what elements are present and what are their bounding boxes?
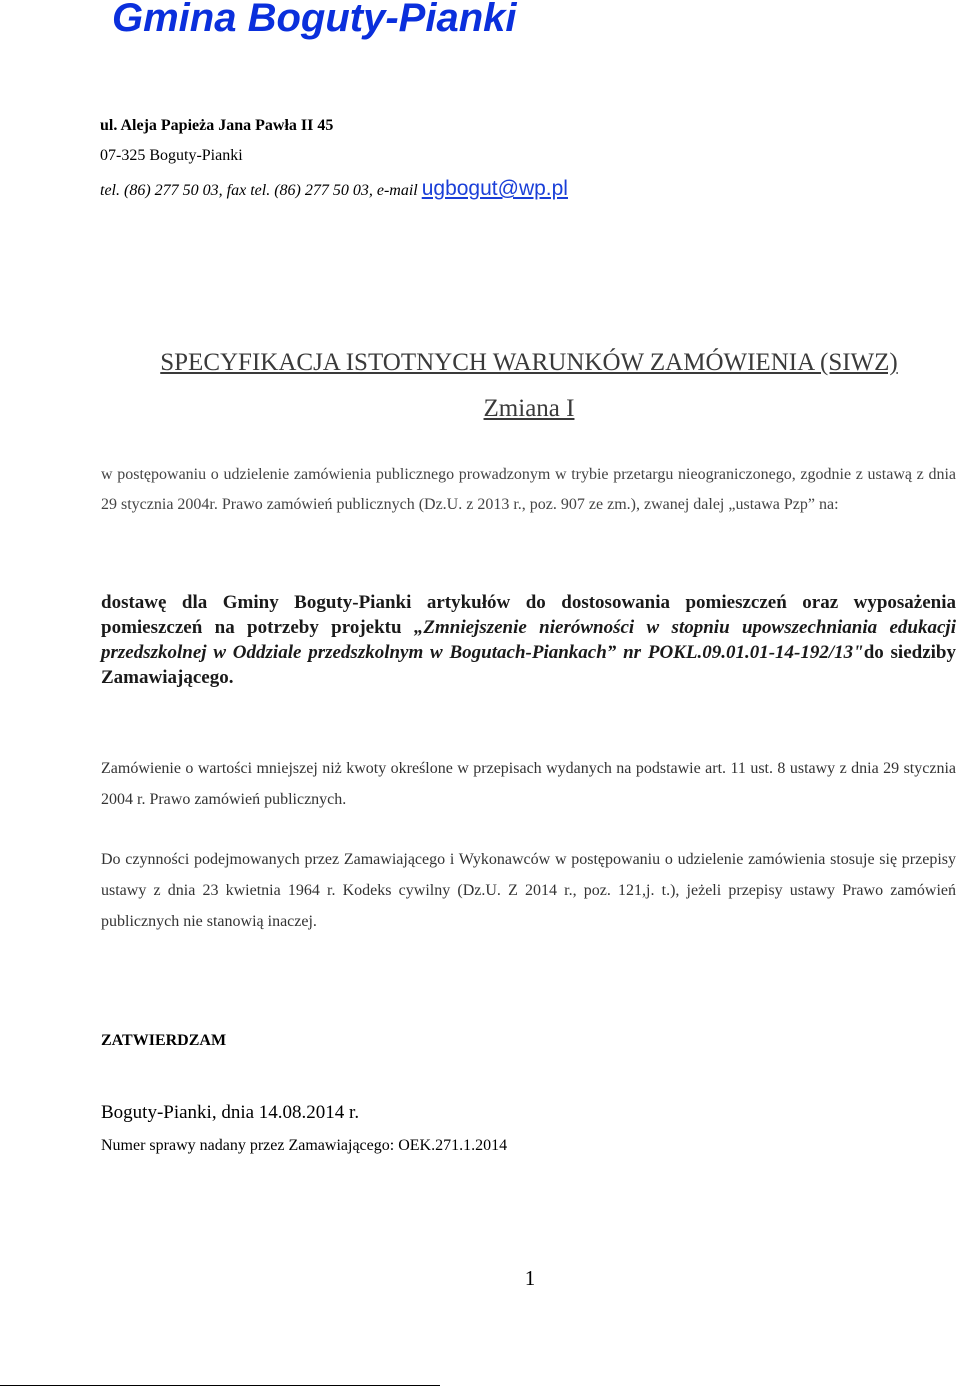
contact-phone-fax: tel. (86) 277 50 03, fax tel. (86) 277 50 03, e-mail	[100, 182, 422, 199]
intro-paragraph: w postępowaniu o udzielenie zamówienia publicznego prowadzonym w trybie przetargu nieograniczonego, zgodnie z ustawą z dnia 29 stycznia 2004r. Prawo zamówień publicznych (Dz.U. z 2013 r., poz. 907 ze zm.), zwanej dalej „ustawa Pzp” na:	[101, 466, 956, 513]
amendment-title: Zmiana I	[483, 395, 575, 422]
subject-lead: dostawę dla Gminy Boguty-Pianki artykułów do dostosowania pomieszczeń oraz wyposażenia pomieszczeń na potrzeby projektu	[101, 592, 956, 638]
civil-code-paragraph: Do czynności podejmowanych przez Zamawiającego i Wykonawców w postępowaniu o udzielenie zamówienia stosuje się przepisy ustawy z dnia 23 kwietnia 1964 r. Kodeks cywilny (Dz.U. Z 2014 r., poz. 121,j. t.), jeżeli przepisy ustawy Prawo zamówień publicznych nie stanowią inaczej.	[101, 851, 956, 930]
email-link[interactable]: ugbogut@wp.pl	[421, 177, 568, 200]
contact-line	[100, 179, 568, 201]
project-name: „Zmniejszenie nierówności w stopniu upowszechniania edukacji przedszkolnej w Oddziale przedszkolnym w Bogutach-Piankach” nr POKL.09.01.01-14-192/13"	[101, 617, 956, 663]
address-street: ul. Aleja Papieża Jana Pawła II 45	[100, 117, 334, 134]
approval-heading: ZATWIERDZAM	[101, 1032, 227, 1049]
case-number: Numer sprawy nadany przez Zamawiającego: OEK.271.1.2014	[101, 1137, 508, 1154]
subject-paragraph	[101, 590, 956, 690]
address-postal: 07-325 Boguty-Pianki	[100, 147, 243, 164]
subject-tail: do siedziby Zamawiającego.	[101, 642, 956, 688]
place-date: Boguty-Pianki, dnia 14.08.2014 r.	[101, 1102, 360, 1123]
document-title: SPECYFIKACJA ISTOTNYCH WARUNKÓW ZAMÓWIENIA (SIWZ)	[160, 349, 898, 376]
page-number: 1	[524, 1266, 536, 1290]
footnote-divider	[0, 1385, 440, 1386]
value-paragraph: Zamówienie o wartości mniejszej niż kwoty określone w przepisach wydanych na podstawie art. 11 ust. 8 ustawy z dnia 29 stycznia 2004 r. Prawo zamówień publicznych.	[101, 760, 956, 808]
municipality-title: Gmina Boguty-Pianki	[112, 0, 517, 40]
